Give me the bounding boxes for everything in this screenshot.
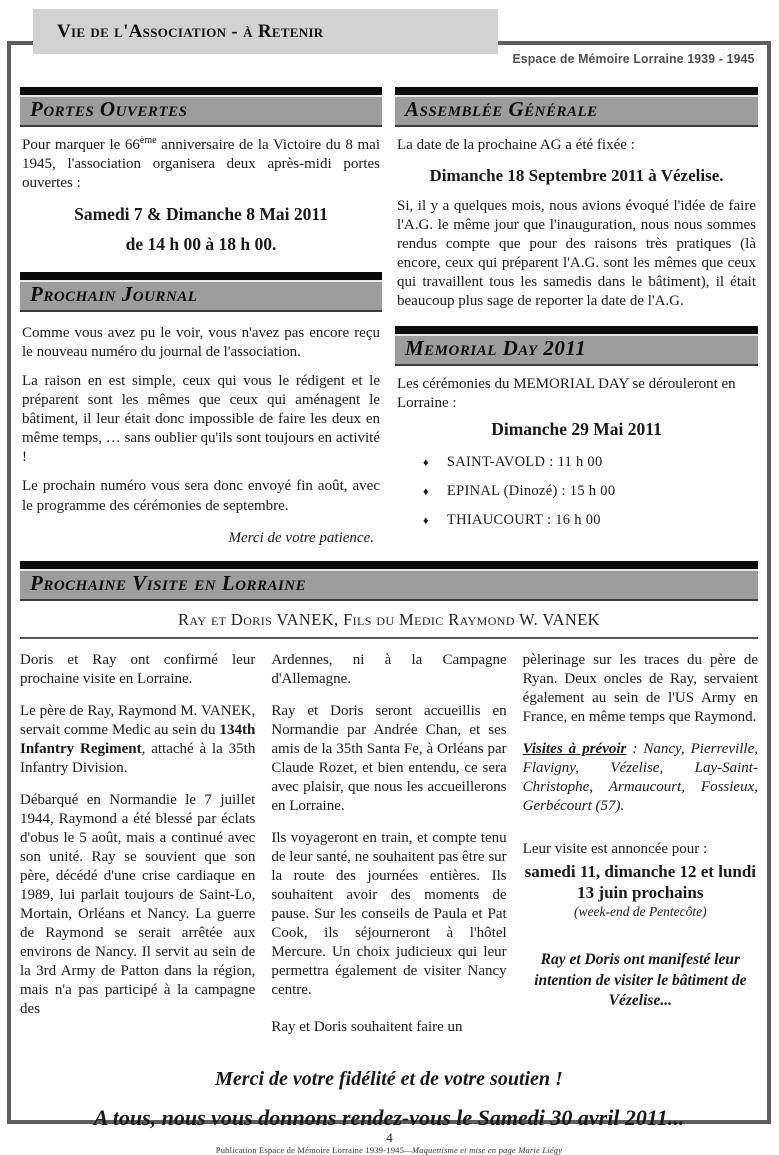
list-item [423, 454, 758, 471]
regiment-bold: 134th Infantry Regiment [20, 721, 256, 757]
page-number: 4 [386, 1130, 393, 1145]
section-prochaine-visite [20, 561, 758, 1051]
visites-a-prevoir-label: Visites à prévoir [522, 740, 627, 757]
visites-a-prevoir-list: : Nancy, Pierreville, Flavigny, Vézelise, Lay-Saint-Christophe, Armaucourt, Fossieux, Gerbécourt (57). [522, 740, 758, 814]
diamond-bullet-icon: ♦ [423, 486, 429, 499]
visite-c2-paragraph-3: Ils voyageront en train, et compte tenu de leur santé, ne souhaitent pas être sur la route des journées entières. Ils souhaitent avoir des moments de pause. Sur les conseils de Paula et Pat Cook, ils séjourneront à l'hôtel Mercure. Un choix judicieux qui leur permettra également de visiter Nancy centre. [271, 829, 507, 999]
page-title: Vie de l'Association - à Retenir [57, 20, 324, 42]
list-item [423, 483, 758, 500]
ordinal-superscript: ème [139, 135, 157, 146]
section-heading: Prochain Journal [30, 282, 198, 307]
visite-c1-paragraph-2 [20, 702, 255, 778]
section-assemblee-generale [395, 87, 758, 311]
visite-column-1 [20, 651, 255, 1033]
footer-line-1: Merci de votre fidélité et de votre soutien ! [215, 1068, 563, 1091]
portes-intro-paragraph [22, 136, 380, 193]
fine-print-credit: —Maquettisme et mise en page Marie Liégy [404, 1145, 563, 1155]
memorial-date-line: Dimanche 29 Mai 2011 [491, 419, 662, 440]
c1p2-after: , attaché à la 35th Infantry Division. [20, 740, 256, 776]
memorial-ceremony-list [423, 454, 758, 529]
journal-paragraph-1: Comme vous avez pu le voir, vous n'avez pas encore reçu le nouveau numéro du journal de l'association. [22, 325, 380, 361]
footer-fine-print [20, 1145, 758, 1155]
visite-column-3 [523, 651, 758, 1011]
visite-c3-paragraph-2 [523, 740, 758, 816]
visite-c2-paragraph-2: Ray et Doris seront accueillis en Normandie par Andrée Chan, et ses amis de la 35th Santa Fe, à Orléans par Claude Rozet, et bien entendu, ce sera avec plaisir, que nous les accueillerons en Lorraine. [271, 702, 507, 814]
footer-line-2: A tous, nous vous donnons rendez-vous le Samedi 30 avril 2011... [93, 1105, 685, 1131]
section-portes-ouvertes [20, 87, 382, 255]
section-heading: Portes Ouvertes [30, 97, 188, 121]
section-heading: Assemblée Générale [405, 97, 598, 121]
ceremony-entry: EPINAL (Dinozé) : 15 h 00 [446, 483, 616, 500]
visite-c2-paragraph-4: Ray et Doris souhaitent faire un [271, 1019, 463, 1036]
section-header-assemblee-generale [395, 87, 758, 127]
ceremony-entry: SAINT-AVOLD : 11 h 00 [446, 454, 603, 471]
ag-paragraph-2: Si, il y a quelques mois, nous avions évoqué l'idée de faire l'A.G. le même jour que l'inauguration, nous nous sommes rendus compte que pour des raisons très pratiques (là encore, ceux qui préparent l'A.G. sont les mêmes que ceux qui travaillent tous les samedis dans le bâtiment), il était beaucoup plus sage de reporter la date de l'A.G. [397, 198, 756, 310]
top-two-columns [20, 87, 758, 547]
diamond-bullet-icon: ♦ [423, 515, 429, 528]
section-memorial-day [395, 326, 758, 529]
c1p2-before: Le père de Ray, Raymond M. VANEK, servait comme Medic au sein du [20, 702, 256, 738]
visite-three-columns [20, 651, 758, 1051]
brand-text: Espace de Mémoire Lorraine 1939 - 1945 [512, 51, 755, 66]
page-frame [7, 41, 771, 1155]
section-prochain-journal [20, 272, 382, 546]
intro-text-before: Pour marquer le 66 [22, 137, 140, 153]
journal-paragraph-2: La raison en est simple, ceux qui vous le rédigent et le préparent sont les mêmes que ceux qui aménagent le bâtiment, il leur était donc impossible de faire les deux en même temps, … sans oublier qu'ils sont toujours en activité ! [22, 373, 380, 466]
visite-intent-note: Ray et Doris ont manifesté leur intention de visiter le bâtiment de Vézelise... [534, 951, 747, 1009]
fine-print-publication: Publication Espace de Mémoire Lorraine 1939-1945 [215, 1145, 405, 1155]
ag-paragraph-1: La date de la prochaine AG a été fixée : [397, 137, 635, 153]
journal-paragraph-3: Le prochain numéro vous sera donc envoyé fin août, avec le programme des cérémonies de septembre. [22, 478, 380, 514]
left-column [20, 87, 382, 547]
intro-text-after: anniversaire de la Victoire du 8 mai 1945, l'association organisera deux après-midi portes ouvertes : [22, 137, 380, 192]
list-item [423, 512, 758, 529]
memorial-intro: Les cérémonies du MEMORIAL DAY se dérouleront en Lorraine : [397, 376, 736, 412]
section-heading: Memorial Day 2011 [405, 336, 587, 361]
page-content [11, 45, 767, 1155]
diamond-bullet-icon: ♦ [423, 457, 429, 470]
section-header-portes-ouvertes [20, 87, 382, 127]
visite-subtitle: Ray et Doris VANEK, Fils du Medic Raymond W. VANEK [177, 609, 600, 629]
page-title-box [33, 9, 498, 54]
section-header-prochain-journal [20, 272, 382, 312]
ag-date-line: Dimanche 18 Septembre 2011 à Vézelise. [429, 166, 724, 186]
subtitle-divider [20, 637, 758, 639]
right-column [395, 87, 758, 541]
visite-announce-note: (week-end de Pentecôte) [573, 904, 707, 920]
visite-c2-paragraph-1: Ardennes, ni à la Campagne d'Allemagne. [271, 651, 507, 687]
section-header-prochaine-visite [20, 561, 758, 601]
visite-announce-dates: samedi 11, dimanche 12 et lundi 13 juin prochains [524, 861, 757, 903]
visite-c3-paragraph-1: pèlerinage sur les traces du père de Ryan. Deux oncles de Ray, servaient également au sein de l'US Army en France, en même temps que Raymond. [522, 651, 758, 725]
visite-column-2 [271, 651, 506, 1051]
visite-c1-paragraph-1: Doris et Ray ont confirmé leur prochaine visite en Lorraine. [20, 651, 256, 687]
visite-c1-paragraph-3: Débarqué en Normandie le 7 juillet 1944, Raymond a été blessé par éclats d'obus le 5 août, mais a continué avec son unité. Ray se souvient que son père, décédé d'une crise cardiaque en 1989, lui parlait toujours de Saint-Lo, Mortain, Orléans et Nancy. La guerre de Raymond se serait arrêtée aux environs de Nancy. Il servit au sein de la 3rd Army de Patton dans la région, mais n'a pas participé à la campagne des [20, 791, 256, 1018]
journal-closing: Merci de votre patience. [228, 529, 374, 546]
section-header-memorial-day [395, 326, 758, 366]
section-heading: Prochaine Visite en Lorraine [30, 570, 307, 595]
portes-date-line1: Samedi 7 & Dimanche 8 Mai 2011 [74, 204, 328, 225]
portes-date-line2: de 14 h 00 à 18 h 00. [125, 234, 277, 255]
visite-announce-intro: Leur visite est annoncée pour : [522, 840, 708, 857]
ceremony-entry: THIAUCOURT : 16 h 00 [446, 512, 601, 529]
